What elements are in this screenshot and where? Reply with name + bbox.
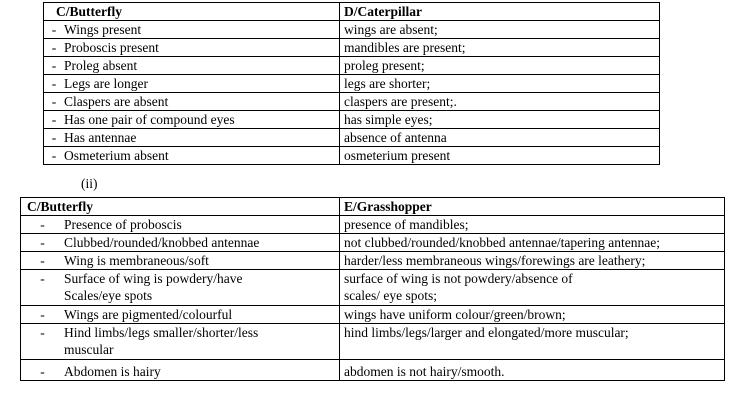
table-row bbox=[21, 360, 725, 381]
caterpillar-trait: wings are absent; bbox=[344, 22, 438, 37]
table-row bbox=[44, 129, 660, 147]
butterfly-trait: Legs are longer bbox=[64, 76, 148, 91]
table-row bbox=[21, 306, 725, 324]
table-row bbox=[44, 111, 660, 129]
table-row bbox=[44, 93, 660, 111]
table-row bbox=[44, 21, 660, 39]
grasshopper-trait: presence of mandibles; bbox=[344, 217, 469, 232]
grasshopper-trait: wings have uniform colour/green/brown; bbox=[344, 307, 566, 322]
bullet-dash: - bbox=[40, 271, 45, 286]
grasshopper-trait: harder/less membraneous wings/forewings are leathery; bbox=[344, 253, 646, 268]
butterfly-trait: Proboscis present bbox=[64, 40, 159, 55]
grasshopper-trait: surface of wing is not powdery/absence of scales/ eye spots; bbox=[344, 271, 573, 303]
bullet-dash: - bbox=[51, 76, 57, 91]
butterfly-grasshopper-table bbox=[20, 197, 725, 381]
bullet-dash: - bbox=[51, 130, 57, 145]
butterfly-trait: Claspers are absent bbox=[64, 94, 169, 109]
grasshopper-trait: abdomen is not hairy/smooth. bbox=[344, 364, 505, 379]
bullet-dash: - bbox=[51, 148, 57, 163]
bullet-dash: - bbox=[51, 112, 57, 127]
butterfly-trait: Abdomen is hairy bbox=[64, 364, 161, 379]
table-row bbox=[21, 252, 725, 270]
header-butterfly: C/Butterfly bbox=[21, 198, 340, 216]
butterfly-caterpillar-table bbox=[43, 2, 660, 165]
subpart-label: (ii) bbox=[81, 176, 98, 191]
bullet-dash: - bbox=[51, 40, 57, 55]
table-row bbox=[44, 147, 660, 165]
caterpillar-trait: legs are shorter; bbox=[344, 76, 431, 91]
butterfly-trait: Osmeterium absent bbox=[64, 148, 169, 163]
butterfly-trait: Clubbed/rounded/knobbed antennae bbox=[64, 235, 260, 250]
butterfly-trait: Hind limbs/legs smaller/shorter/less muscular bbox=[64, 325, 259, 357]
bullet-dash: - bbox=[40, 307, 45, 322]
grasshopper-trait: hind limbs/legs/larger and elongated/more muscular; bbox=[344, 325, 629, 340]
bullet-dash: - bbox=[40, 253, 45, 268]
caterpillar-trait: mandibles are present; bbox=[344, 40, 466, 55]
table-header-row bbox=[21, 198, 725, 216]
header-grasshopper: E/Grasshopper bbox=[340, 198, 725, 216]
caterpillar-trait: proleg present; bbox=[344, 58, 425, 73]
butterfly-trait: Surface of wing is powdery/have Scales/eye spots bbox=[64, 271, 243, 303]
header-caterpillar: D/Caterpillar bbox=[340, 3, 660, 21]
caterpillar-trait: claspers are present;. bbox=[344, 94, 457, 109]
table-header-row bbox=[44, 3, 660, 21]
table-row bbox=[21, 234, 725, 252]
grasshopper-trait: not clubbed/rounded/knobbed antennae/tapering antennae; bbox=[344, 235, 661, 250]
table-row bbox=[44, 75, 660, 93]
caterpillar-trait: has simple eyes; bbox=[344, 112, 433, 127]
bullet-dash: - bbox=[51, 58, 57, 73]
butterfly-trait: Wing is membraneous/soft bbox=[64, 253, 209, 268]
table-row bbox=[21, 270, 725, 306]
butterfly-trait: Has antennae bbox=[64, 130, 137, 145]
header-butterfly: C/Butterfly bbox=[44, 3, 340, 21]
butterfly-trait: Wings are pigmented/colourful bbox=[64, 307, 233, 322]
butterfly-trait: Wings present bbox=[64, 22, 142, 37]
table-row bbox=[21, 324, 725, 360]
caterpillar-trait: absence of antenna bbox=[344, 130, 447, 145]
bullet-dash: - bbox=[40, 325, 45, 340]
bullet-dash: - bbox=[40, 235, 45, 250]
bullet-dash: - bbox=[40, 364, 45, 379]
butterfly-trait: Has one pair of compound eyes bbox=[64, 112, 235, 127]
table-row bbox=[21, 216, 725, 234]
butterfly-trait: Presence of proboscis bbox=[64, 217, 182, 232]
table-row bbox=[44, 57, 660, 75]
bullet-dash: - bbox=[51, 22, 57, 37]
bullet-dash: - bbox=[40, 217, 45, 232]
bullet-dash: - bbox=[51, 94, 57, 109]
table-row bbox=[44, 39, 660, 57]
butterfly-trait: Proleg absent bbox=[64, 58, 138, 73]
caterpillar-trait: osmeterium present bbox=[344, 148, 451, 163]
